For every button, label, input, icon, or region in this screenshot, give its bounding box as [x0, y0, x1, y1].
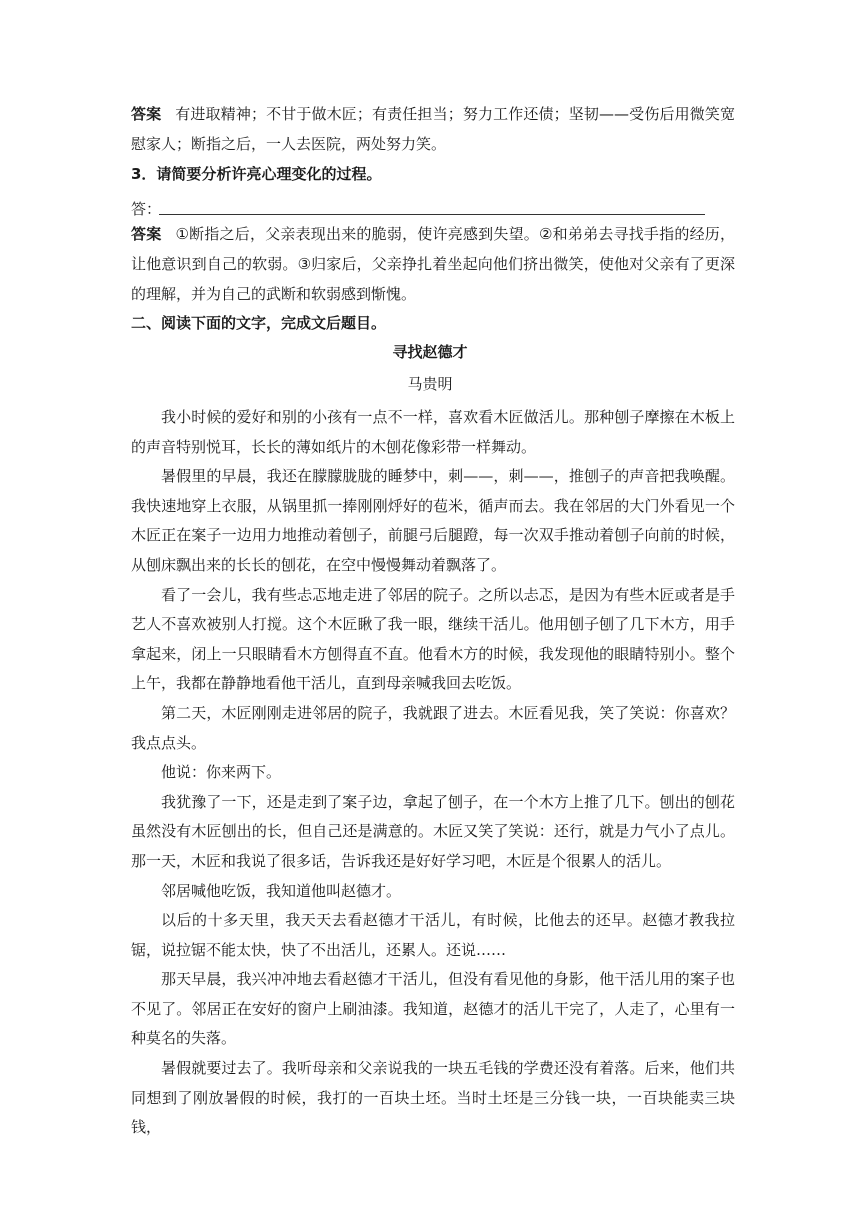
- paragraph: 看了一会儿，我有些忐忑地走进了邻居的院子。之所以忐忑，是因为有些木匠或者是手艺人不喜欢被别人打搅。这个木匠瞅了我一眼，继续干活儿。他用刨子刨了几下木方，用手拿起来，闭上一只眼睛看木方刨得直不直。他看木方的时候，我发现他的眼睛特别小。整个上午，我都在静静地看他干活儿，直到母亲喊我回去吃饭。: [131, 585, 735, 693]
- article-body: [131, 403, 735, 1143]
- paragraph: 以后的十多天里，我天天去看赵德才干活儿，有时候，比他去的还早。赵德才教我拉锯，说拉锯不能太快，快了不出活儿，还累人。还说……: [131, 911, 735, 959]
- answer-text: ①断指之后，父亲表现出来的脆弱，使许亮感到失望。②和弟弟去寻找手指的经历，让他意识到自己的软弱。③归家后，父亲挣扎着坐起向他们挤出微笑，使他对父亲有了更深的理解，并为自己的武断和软弱感到惭愧。: [131, 225, 735, 303]
- answer-3: [131, 219, 735, 309]
- article-author: 马贵明: [407, 375, 453, 393]
- question-3: 3．请简要分析许亮心理变化的过程。: [131, 165, 382, 183]
- answer-label: 答案: [131, 105, 162, 123]
- answer-1: [131, 99, 735, 159]
- paragraph: 我小时候的爱好和别的小孩有一点不一样，喜欢看木匠做活儿。那种刨子摩擦在木板上的声音特别悦耳，长长的薄如纸片的木刨花像彩带一样舞动。: [131, 408, 735, 456]
- paragraph: 我犹豫了一下，还是走到了案子边，拿起了刨子，在一个木方上推了几下。刨出的刨花虽然没有木匠刨出的长，但自己还是满意的。木匠又笑了笑说：还行，就是力气小了点儿。那一天，木匠和我说了很多话，告诉我还是好好学习吧，木匠是个很累人的活儿。: [131, 792, 735, 870]
- paragraph: 邻居喊他吃饭，我知道他叫赵德才。: [161, 881, 402, 900]
- answer-label: 答案: [131, 225, 162, 243]
- paragraph: 那天早晨，我兴冲冲地去看赵德才干活儿，但没有看见他的身影，他干活儿用的案子也不见了。邻居正在安好的窗户上刷油漆。我知道，赵德才的活儿干完了，人走了，心里有一种莫名的失落。: [131, 970, 735, 1048]
- answer-prompt: 答：: [131, 200, 162, 218]
- paragraph: 暑假就要过去了。我听母亲和父亲说我的一块五毛钱的学费还没有着落。后来，他们共同想到了刚放暑假的时候，我打的一百块土坯。当时土坯是三分钱一块，一百块能卖三块钱，: [131, 1059, 735, 1137]
- paragraph: 暑假里的早晨，我还在朦朦胧胧的睡梦中，刺——，刺——，推刨子的声音把我唤醒。我快速地穿上衣服，从锅里抓一捧刚刚烀好的苞米，循声而去。我在邻居的大门外看见一个木匠正在案子一边用力地推动着刨子，前腿弓后腿蹬，每一次双手推动着刨子向前的时候，从刨床飘出来的长长的刨花，在空中慢慢舞动着飘落了。: [131, 467, 735, 574]
- answer-text: 有进取精神；不甘于做木匠；有责任担当；努力工作还债；坚韧——受伤后用微笑宽慰家人；断指之后，一人去医院，两处努力笑。: [131, 105, 735, 153]
- paragraph: 第二天，木匠刚刚走进邻居的院子，我就跟了进去。木匠看见我，笑了笑说：你喜欢？我点点头。: [131, 703, 735, 752]
- section-heading: 二、阅读下面的文字，完成文后题目。: [131, 314, 387, 332]
- answer-blank: [159, 214, 705, 215]
- article-title: 寻找赵德才: [392, 343, 468, 361]
- paragraph: 他说：你来两下。: [161, 763, 282, 782]
